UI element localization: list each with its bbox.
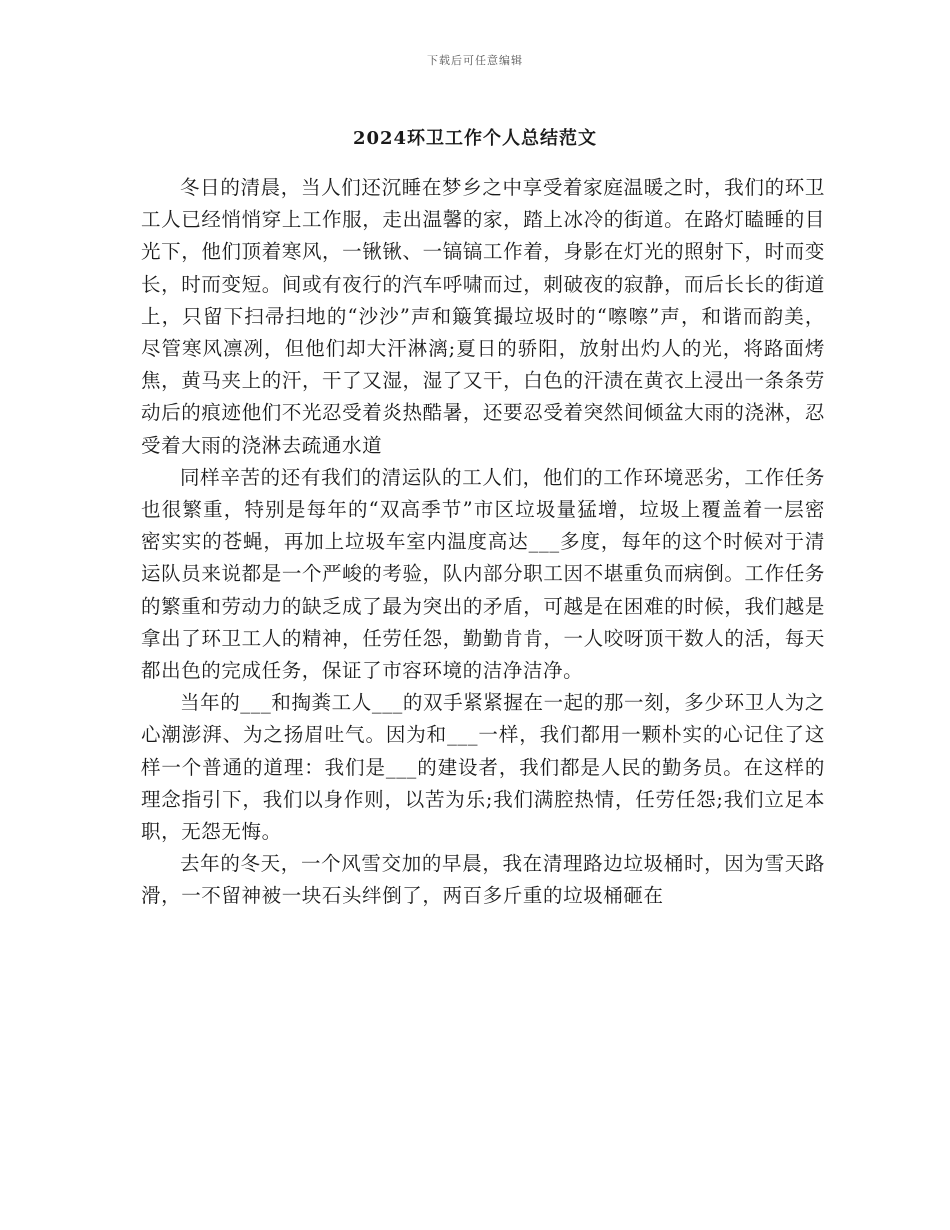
paragraph-4: 去年的冬天，一个风雪交加的早晨，我在清理路边垃圾桶时，因为雪天路滑，一不留神被一块石头绊倒了，两百多斤重的垃圾桶砸在: [141, 852, 825, 908]
paragraph-2: 同样辛苦的还有我们的清运队的工人们，他们的工作环境恶劣，工作任务也很繁重，特别是每年的“双高季节”市区垃圾量猛增，垃圾上覆盖着一层密密实实的苍蝇，再加上垃圾车室内温度高达___多度，每年的这个时候对于清运队员来说都是一个严峻的考验，队内部分职工因不堪重负而病倒。工作任务的繁重和劳动力的缺乏成了最为突出的矛盾，可越是在困难的时候，我们越是拿出了环卫工人的精神，任劳任怨，勤勤肯肯，一人咬呀顶干数人的活，每天都出色的完成任务，保证了市容环境的洁净洁净。: [141, 465, 825, 683]
paragraph-1: 冬日的清晨，当人们还沉睡在梦乡之中享受着家庭温暖之时，我们的环卫工人已经悄悄穿上工作服，走出温馨的家，踏上冰冷的街道。在路灯瞌睡的目光下，他们顶着寒风，一锹锹、一镐镐工作着，身影在灯光的照射下，时而变长，时而变短。间或有夜行的汽车呼啸而过，刺破夜的寂静，而后长长的街道上，只留下扫帚扫地的“沙沙”声和簸箕撮垃圾时的“嚓嚓”声，和谐而韵美，尽管寒风凛冽，但他们却大汗淋漓;夏日的骄阳，放射出灼人的光，将路面烤焦，黄马夹上的汗，干了又湿，湿了又干，白色的汗渍在黄衣上浸出一条条劳动后的痕迹他们不光忍受着炎热酷暑，还要忍受着突然间倾盆大雨的浇淋，忍受着大雨的浇淋去疏通水道: [141, 176, 825, 457]
page-header-note: 下载后可任意编辑: [427, 54, 523, 67]
document-body: [141, 172, 825, 913]
document-title: 2024环卫工作个人总结范文: [352, 128, 598, 149]
paragraph-3: 当年的___和掏粪工人___的双手紧紧握在一起的那一刻，多少环卫人为之心潮澎湃、为之扬眉吐气。因为和___一样，我们都用一颗朴实的心记住了这样一个普通的道理：我们是___的建设者，我们都是人民的勤务员。在这样的理念指引下，我们以身作则，以苦为乐;我们满腔热情，任劳任怨;我们立足本职，无怨无悔。: [141, 691, 826, 844]
